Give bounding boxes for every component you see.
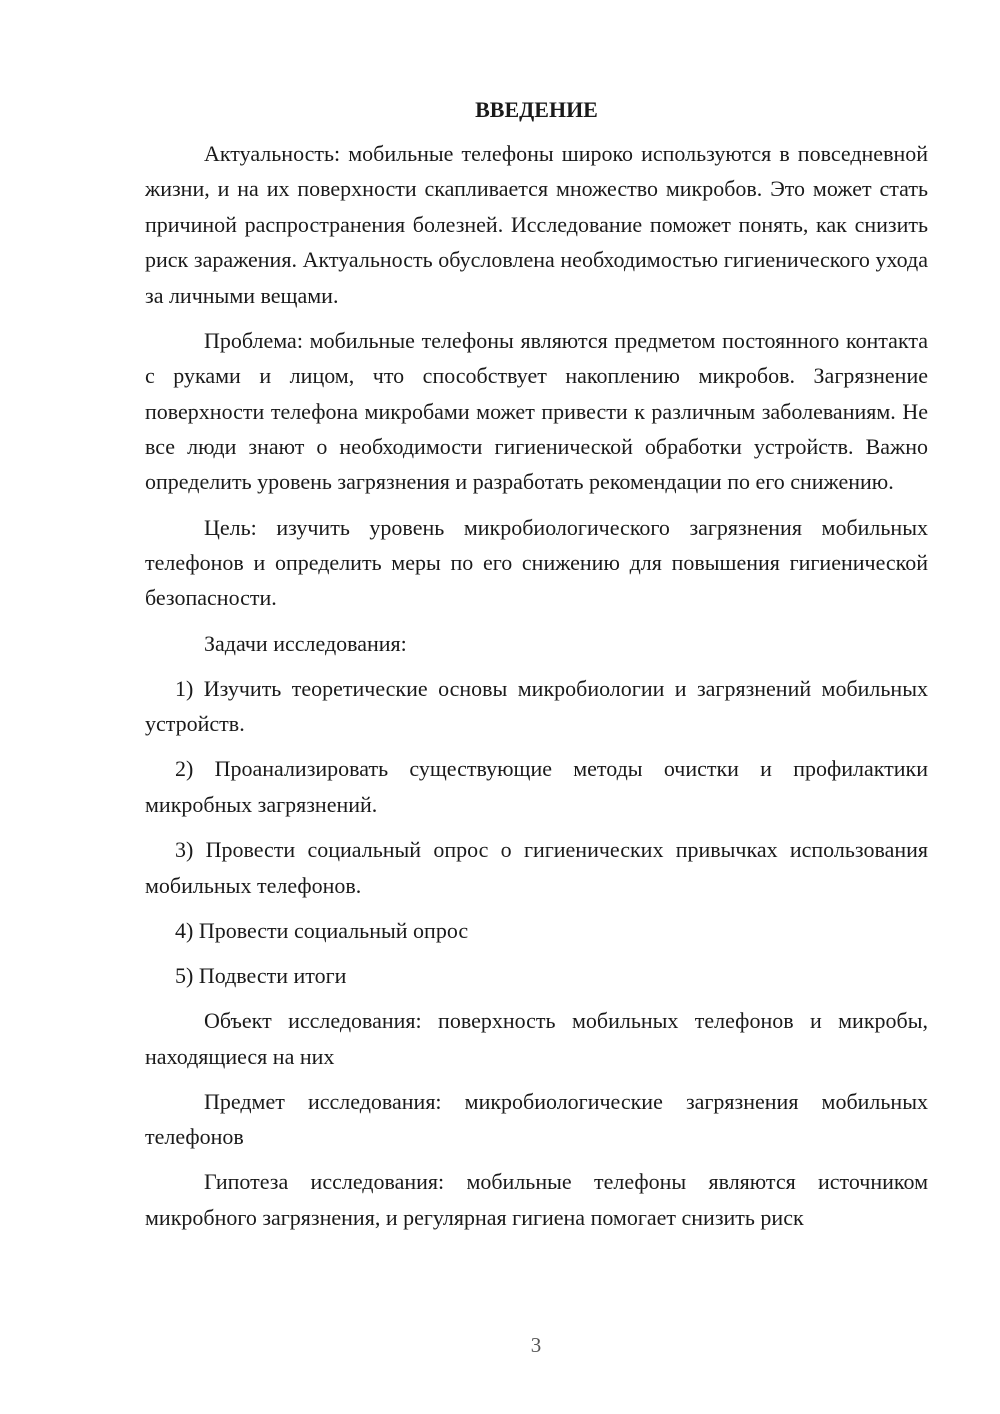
hypothesis-paragraph: Гипотеза исследования: мобильные телефоны являются источником микробного загрязнения, и регулярная гигиена помогает снизить риск xyxy=(145,1169,928,1230)
object-paragraph: Объект исследования: поверхность мобильных телефонов и микробы, находящиеся на них xyxy=(145,1008,928,1069)
page-number: 3 xyxy=(530,1333,542,1357)
relevance-paragraph: Актуальность: мобильные телефоны широко используются в повседневной жизни, и на их поверхности скапливается множество микробов. Это может стать причиной распространения болезней. Исследование поможет понять, как снизить риск заражения. Актуальность обусловлена необходимостью гигиенического ухода за личными вещами. xyxy=(145,141,928,308)
task-item-2: 2) Проанализировать существующие методы очистки и профилактики микробных загрязнений. xyxy=(145,756,928,817)
subject-paragraph: Предмет исследования: микробиологические загрязнения мобильных телефонов xyxy=(145,1088,928,1150)
task-item-1: 1) Изучить теоретические основы микробиологии и загрязнений мобильных устройств. xyxy=(145,675,928,737)
task-item-4: 4) Провести социальный опрос xyxy=(175,917,469,943)
goal-paragraph: Цель: изучить уровень микробиологического загрязнения мобильных телефонов и определить меры по его снижению для повышения гигиенической безопасности. xyxy=(145,514,928,611)
section-title: ВВЕДЕНИЕ xyxy=(475,97,598,122)
document-page xyxy=(145,92,928,1235)
tasks-heading: Задачи исследования: xyxy=(204,630,407,656)
problem-paragraph: Проблема: мобильные телефоны являются предметом постоянного контакта с руками и лицом, что способствует накоплению микробов. Загрязнение поверхности телефона микробами может привести к различным заболеваниям. Не все люди знают о необходимости гигиенической обработки устройств. Важно определить уровень загрязнения и разработать рекомендации по его снижению. xyxy=(145,327,928,495)
task-item-3: 3) Провести социальный опрос о гигиенических привычках использования мобильных телефонов. xyxy=(145,837,928,898)
task-item-5: 5) Подвести итоги xyxy=(175,962,347,988)
